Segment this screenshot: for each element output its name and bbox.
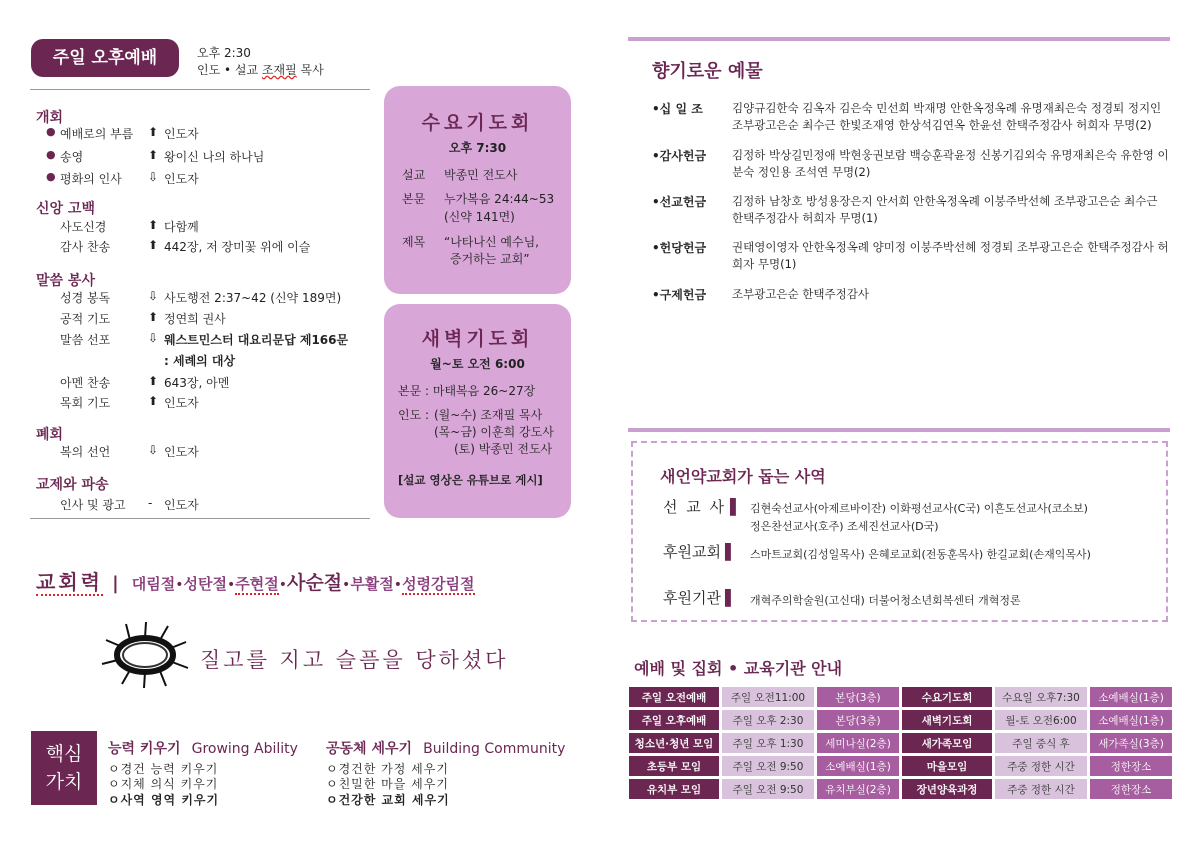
offering-label: •십 일 조 [652, 102, 703, 116]
season-pentecost: 성령강림절 [402, 575, 475, 593]
wednesday-theme-label: 제목 [402, 235, 426, 249]
community-item: ㅇ경건한 가정 세우기 [326, 762, 449, 776]
order-item-label: 공적 기도 [60, 312, 111, 326]
offering-names: 김정하 남창호 방성용장은지 안서희 안한옥정옥례 이붕주박선혜 조부광고은순 최수근 한택주정감사 허희자 무명(1) [732, 194, 1158, 225]
offering-label: •헌당헌금 [652, 241, 707, 255]
offering-label: •선교헌금 [652, 195, 707, 209]
divider-top [30, 89, 370, 90]
wednesday-theme-line2: 증거하는 교회” [450, 252, 530, 266]
wednesday-preacher: 박종민 전도사 [444, 168, 518, 182]
order-item-text: 왕이신 나의 하나님 [164, 150, 265, 164]
ability-item: ㅇ지체 의식 키우기 [108, 777, 219, 791]
dawn-time: 월~토 오전 6:00 [430, 357, 525, 371]
order-item-label: 송영 [60, 150, 84, 164]
sit-arrow-icon: ⇩ [148, 170, 159, 184]
divider-bottom [30, 518, 370, 519]
order-item-text: 다함께 [164, 220, 199, 234]
wednesday-text-label: 본문 [402, 192, 426, 206]
order-item-text: 643장, 아멘 [164, 376, 230, 390]
offerings-title: 향기로운 예물 [652, 61, 763, 82]
order-item-label: 인사 및 광고 [60, 498, 126, 512]
mission-text: 김현숙선교사(아제르바이잔) 이화평선교사(C국) 이흔도선교사(코소보) [750, 502, 1088, 515]
community-heading: 공동체 세우기 Building Community [326, 741, 566, 757]
sit-arrow-icon: ⇩ [148, 289, 159, 303]
bullet-icon: ● [46, 148, 56, 161]
stand-arrow-icon: ⬆ [148, 218, 159, 232]
word-list [40, 289, 370, 409]
wednesday-preacher-label: 설교 [402, 168, 426, 182]
core-values-badge: 핵심 가치 [31, 731, 97, 805]
order-item-text: 442장, 저 장미꽃 위에 이슬 [164, 240, 311, 254]
fellowship-list [40, 496, 370, 516]
mission-text: 스마트교회(김성일목사) 은혜로교회(전동훈목사) 한길교회(손재익목사) [750, 548, 1091, 561]
order-item-label: 말씀 선포 [60, 333, 111, 347]
dawn-title: 새벽기도회 [421, 328, 534, 350]
order-item-label: 감사 찬송 [60, 240, 111, 254]
order-item-text: 인도자 [164, 445, 199, 459]
dawn-lead1: (월~수) 조재필 목사 [434, 408, 543, 422]
order-item-label: 평화의 인사 [60, 172, 122, 186]
missions-title: 새언약교회가 돕는 사역 [660, 467, 826, 486]
season-christmas: 성탄절 [183, 575, 227, 593]
offering-row [652, 286, 1172, 306]
offering-names: 조부광고은순 한택주정감사 [732, 287, 869, 301]
order-item-label: 아멘 찬송 [60, 376, 111, 390]
order-item-text: 인도자 [164, 498, 199, 512]
section-closing: 폐회 [36, 427, 64, 443]
section-word: 말씀 봉사 [36, 273, 95, 289]
section-confession: 신앙 고백 [36, 201, 95, 217]
ability-heading: 능력 키우기 Growing Ability [108, 741, 298, 757]
offering-names: 권태영이영자 안한옥정옥례 양미정 이붕주박선혜 정경퇴 조부광고은순 한택주정감사 허희자 무명(1) [732, 240, 1169, 271]
stand-arrow-icon: ⬆ [148, 238, 159, 252]
season-easter: 부활절 [350, 575, 394, 593]
offering-row [652, 147, 1172, 183]
order-item-text: : 세례의 대상 [164, 354, 236, 368]
opening-list [40, 125, 370, 185]
order-item-text: 정연희 권사 [164, 312, 226, 326]
sunday-pm-title-badge [31, 39, 179, 77]
season-advent: 대림절 [131, 575, 176, 593]
order-item-label: 복의 선언 [60, 445, 111, 459]
stand-arrow-icon: ⬆ [148, 310, 159, 324]
closing-list [40, 443, 370, 463]
mission-label: 후원교회 ▌ [663, 543, 737, 561]
sit-arrow-icon: ⇩ [148, 331, 159, 345]
stand-arrow-icon: ⬆ [148, 374, 159, 388]
guide-table [626, 684, 1175, 802]
bullet-icon: ● [46, 125, 56, 138]
sunday-pm-leader: 인도 • 설교 조재필 목사 [197, 63, 324, 77]
calendar-motto: 질고를 지고 슬픔을 당하셨다 [200, 648, 509, 672]
wednesday-title: 수요기도회 [421, 112, 534, 134]
ability-item: ㅇ사역 영역 키우기 [108, 793, 220, 807]
guide-title: 예배 및 집회 • 교육기관 안내 [634, 659, 843, 678]
missions-box [631, 441, 1168, 622]
calendar-label: 교회력 [36, 570, 103, 594]
section-opening: 개회 [36, 110, 64, 126]
order-item-text: 인도자 [164, 172, 199, 186]
season-epiphany: 주현절 [235, 575, 279, 593]
offerings-top-rule [628, 37, 1170, 41]
table-row: 주일 오후예배 주일 오후 2:30 본당(3층) 새벽기도회 월-토 오전6:00 소예배실(1층) [629, 710, 1172, 730]
dash-icon: - [148, 496, 153, 510]
wednesday-text: 누가복음 24:44~53 [444, 192, 555, 206]
church-calendar: 교회력 | 대림절•성탄절•주현절•사순절•부활절•성령강림절 [36, 570, 475, 594]
stand-arrow-icon: ⬆ [148, 148, 159, 162]
dawn-note: [설교 영상은 유튜브로 게시] [398, 473, 543, 487]
offering-row [652, 239, 1172, 275]
mission-text-line2: 정은찬선교사(호주) 조세진선교사(D국) [750, 520, 939, 533]
sit-arrow-icon: ⇩ [148, 443, 159, 457]
order-item-text: 인도자 [164, 127, 199, 141]
stand-arrow-icon: ⬆ [148, 125, 159, 139]
offering-row [652, 193, 1172, 229]
order-item-text: 웨스트민스터 대요리문답 제166문 [164, 333, 349, 347]
offering-row [652, 100, 1172, 136]
offering-label: •감사헌금 [652, 149, 707, 163]
ability-item: ㅇ경건 능력 키우기 [108, 762, 219, 776]
wednesday-time: 오후 7:30 [448, 141, 507, 155]
section-fellowship: 교제와 파송 [36, 477, 109, 493]
wednesday-prayer-box [384, 86, 571, 294]
confession-list [40, 218, 370, 258]
stand-arrow-icon: ⬆ [148, 394, 159, 408]
offering-label: •구제헌금 [652, 288, 707, 302]
order-item-label: 목회 기도 [60, 396, 111, 410]
crown-of-thorns-icon [100, 620, 190, 690]
table-row: 주일 오전예배 주일 오전11:00 본당(3층) 수요기도회 수요일 오후7:30 소예배실(1층) [629, 687, 1172, 707]
sunday-pm-time: 오후 2:30 [197, 46, 251, 60]
dawn-lead-label: 인도 : [398, 408, 430, 422]
order-item-label: 예배로의 부름 [60, 127, 134, 141]
mission-label: 선 교 사 ▌ [663, 498, 742, 516]
order-item-label: 성경 봉독 [60, 291, 111, 305]
wednesday-theme: “나타나신 예수님, [444, 235, 539, 249]
dawn-lead3: (토) 박종민 전도사 [454, 442, 553, 456]
missions-top-rule [628, 428, 1170, 432]
dawn-text: 본문 : 마태복음 26~27장 [398, 384, 536, 398]
dawn-prayer-box [384, 304, 571, 518]
mission-text: 개혁주의학술원(고신대) 더불어청소년회복센터 개혁정론 [750, 594, 1021, 607]
offering-names: 김양규김한숙 김옥자 김은숙 민선희 박재명 안한옥정옥례 유명재최은숙 정경퇴 정지인 조부광고은순 최수근 한빛조재영 한상석김연옥 한윤선 한택주정감사 허희자 무명(2) [732, 101, 1162, 132]
community-item: ㅇ친밀한 마을 세우기 [326, 777, 449, 791]
community-item: ㅇ건강한 교회 세우기 [326, 793, 450, 807]
bullet-icon: ● [46, 170, 56, 183]
order-item-label: 사도신경 [60, 220, 107, 234]
dawn-lead2: (목~금) 이훈희 강도사 [434, 425, 554, 439]
season-lent-current: 사순절 [286, 572, 343, 594]
table-row: 청소년·청년 모임 주일 오후 1:30 세미나실(2층) 새가족모임 주일 중식 후 새가족실(3층) [629, 733, 1172, 753]
table-row: 유치부 모임 주일 오전 9:50 유치부실(2층) 장년양육과정 주중 정한 시간 정한장소 [629, 779, 1172, 799]
table-row: 초등부 모임 주일 오전 9:50 소예배실(1층) 마을모임 주중 정한 시간 정한장소 [629, 756, 1172, 776]
order-item-text: 인도자 [164, 396, 199, 410]
order-item-text: 사도행전 2:37~42 (신약 189면) [164, 291, 342, 305]
wednesday-text-page: (신약 141면) [444, 210, 515, 224]
offering-names: 김정하 박상길민정애 박현웅권보람 백승훈곽윤정 신봉기김외숙 유명재최은숙 유한영 이분숙 정인용 조석연 무명(2) [732, 148, 1169, 179]
sunday-pm-title: 주일 오후예배 [52, 48, 158, 68]
mission-label: 후원기관 ▌ [663, 589, 737, 607]
calendar-bar: | [112, 573, 119, 594]
